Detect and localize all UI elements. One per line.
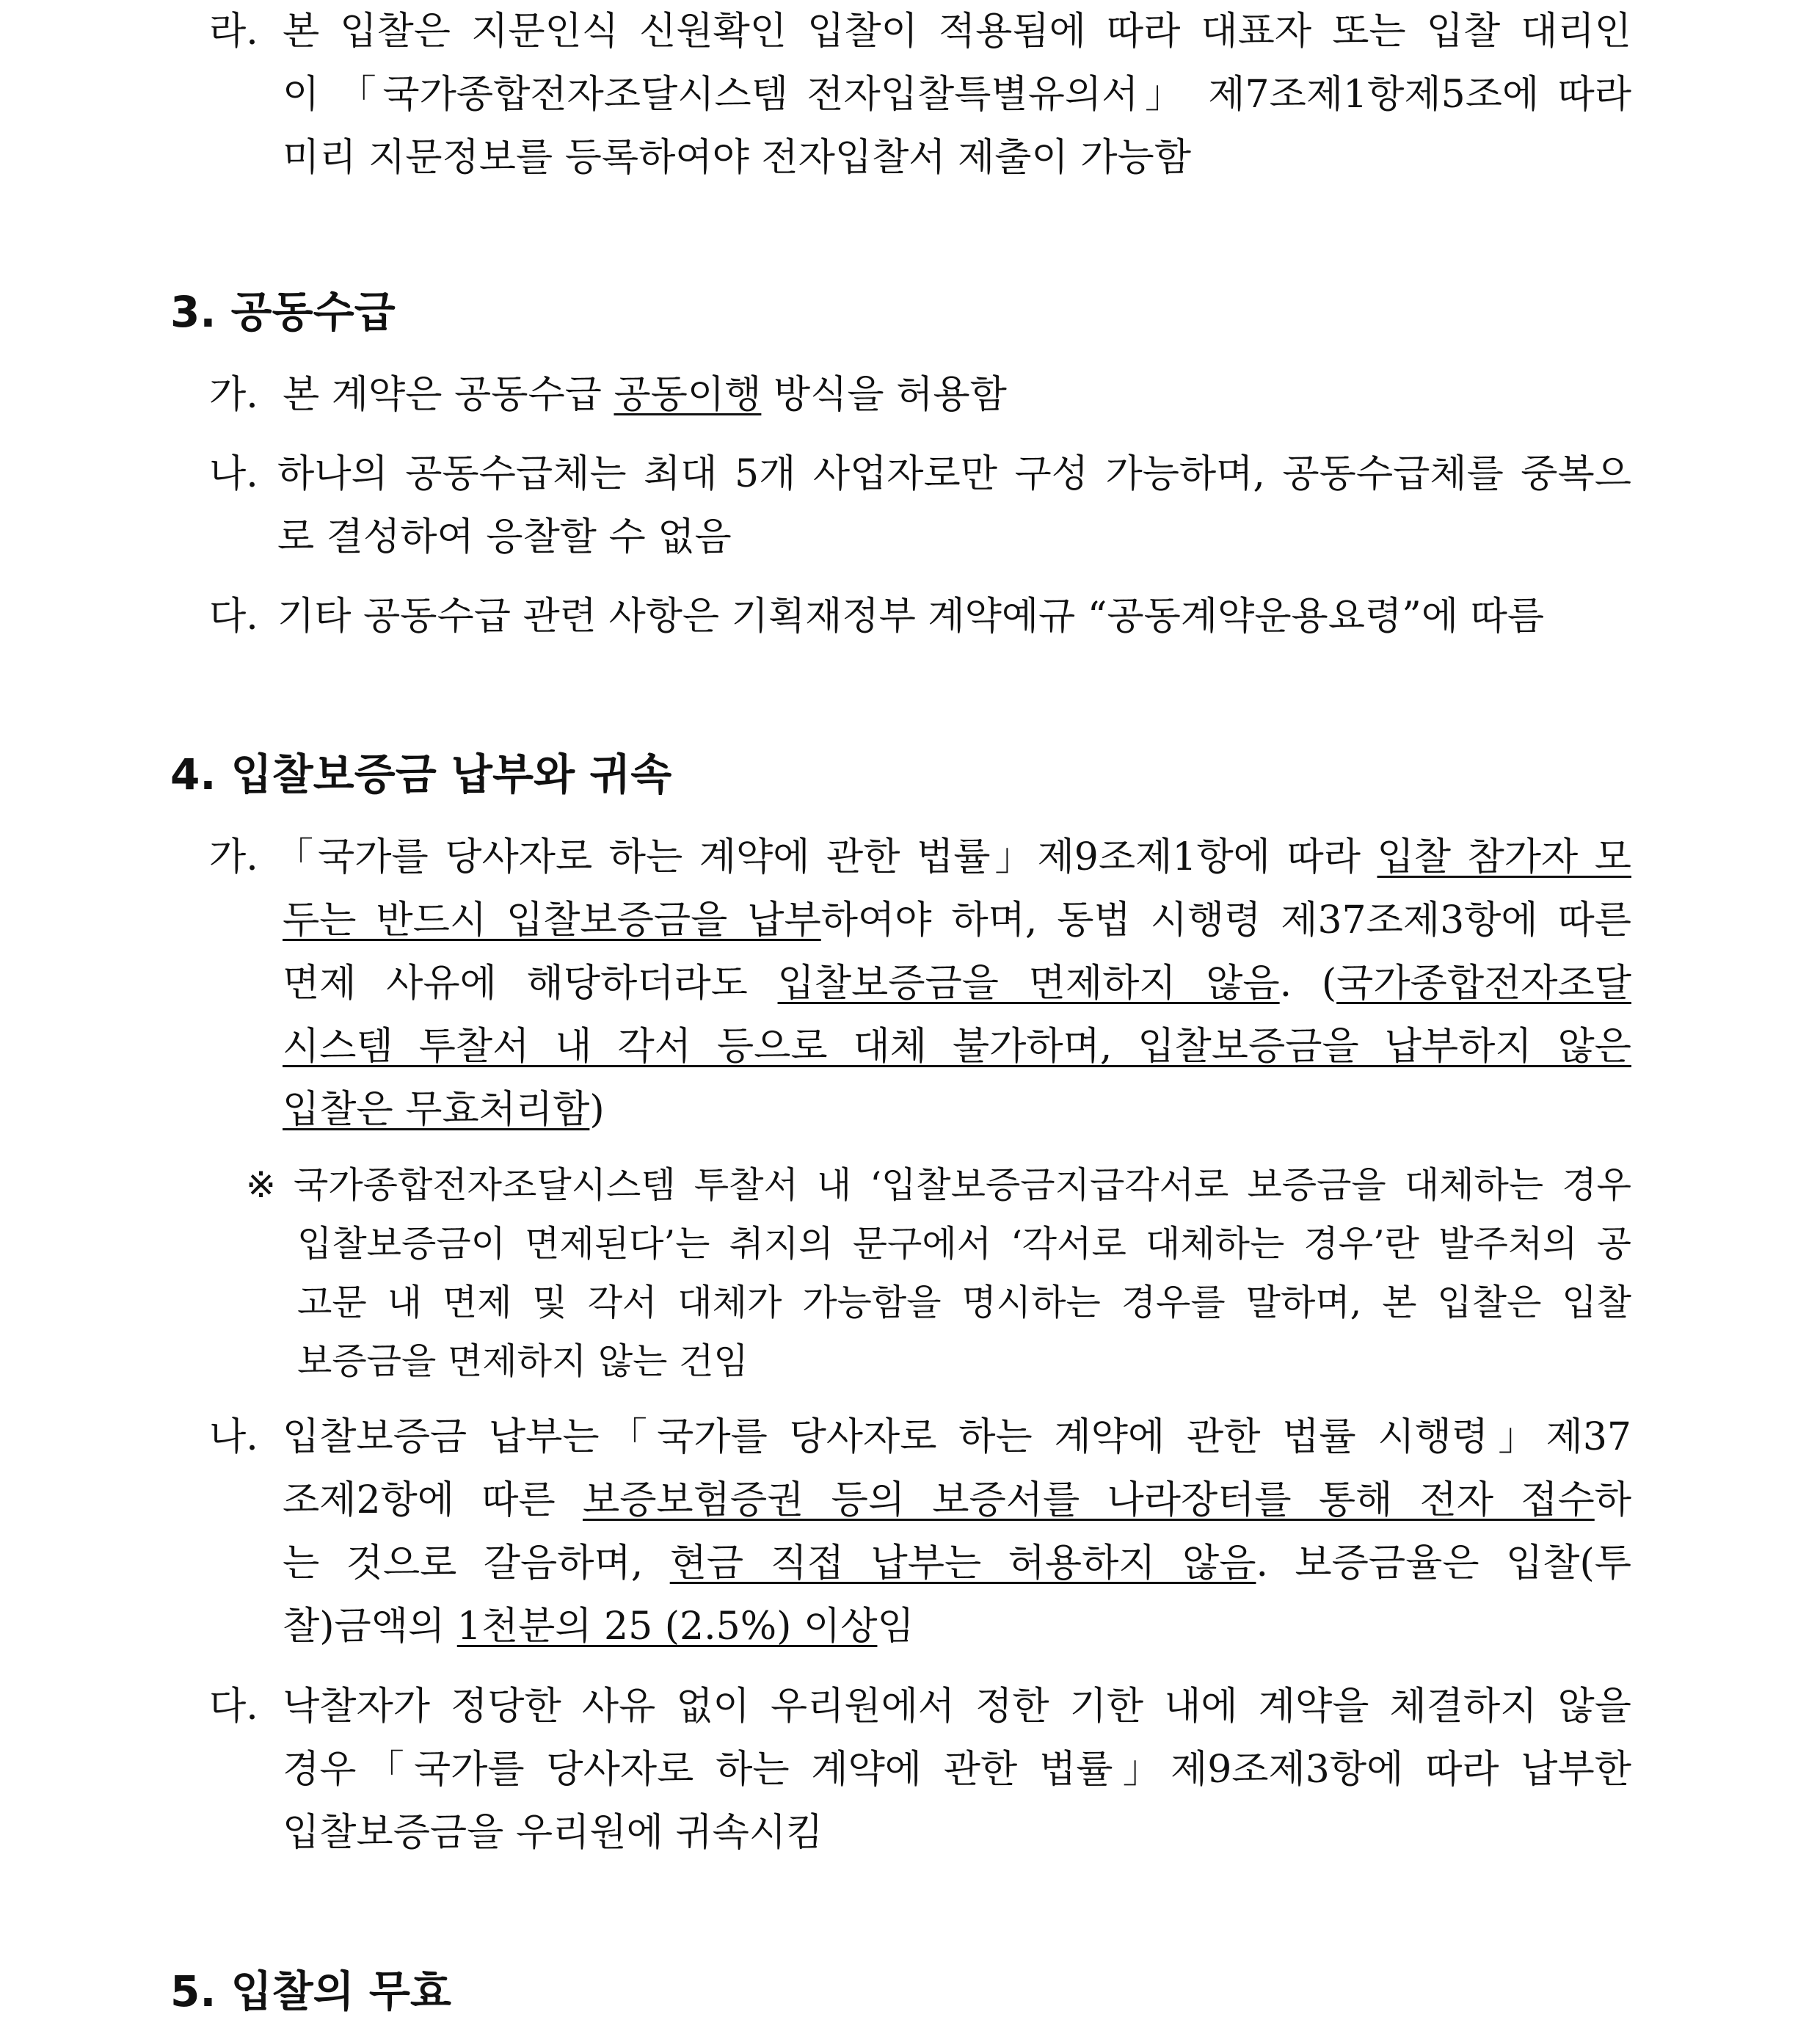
- note-marker: ※: [246, 1164, 277, 1206]
- note-line-4: 보증금을 면제하지 않는 건임: [297, 1340, 749, 1382]
- paragraph-joint-na-line-2: 로 결성하여 응찰할 수 없음: [277, 515, 732, 559]
- paragraph-bond-na-line-4: 찰)금액의 1천분의 25 (2.5%) 이상임: [283, 1605, 914, 1649]
- paragraph-joint-ga: 본 계약은 공동수급 공동이행 방식을 허용함: [283, 373, 1007, 417]
- paragraph-ra-line-1: 본 입찰은 지문인식 신원확인 입찰이 적용됨에 따라 대표자 또는 입찰 대리인: [283, 10, 1631, 54]
- paragraph-bond-da-line-2: 경우「국가를 당사자로 하는 계약에 관한 법률」제9조제3항에 따라 납부한: [283, 1748, 1631, 1792]
- paragraph-bond-ga-line-5: 입찰은 무효처리함): [283, 1088, 605, 1132]
- item-marker-ra: 라.: [209, 10, 258, 54]
- note-line-3: 고문 내 면제 및 각서 대체가 가능함을 명시하는 경우를 말하며, 본 입찰은 입찰: [297, 1282, 1631, 1323]
- item-marker-na: 나.: [209, 1415, 258, 1459]
- item-marker-da: 다.: [209, 595, 258, 639]
- paragraph-ra-line-3: 미리 지문정보를 등록하여야 전자입찰서 제출이 가능함: [283, 136, 1191, 180]
- paragraph-joint-da: 기타 공동수급 관련 사항은 기획재정부 계약예규 “공동계약운용요령”에 따름: [277, 595, 1545, 639]
- paragraph-bond-da-line-1: 낙찰자가 정당한 사유 없이 우리원에서 정한 기한 내에 계약을 체결하지 않을: [283, 1685, 1631, 1729]
- item-marker-da: 다.: [209, 1685, 258, 1729]
- paragraph-bond-ga-line-3: 면제 사유에 해당하더라도 입찰보증금을 면제하지 않음. (국가종합전자조달: [283, 962, 1631, 1006]
- item-marker-na: 나.: [209, 452, 258, 496]
- item-marker-ga: 가.: [209, 835, 258, 879]
- paragraph-bond-ga-line-1: 「국가를 당사자로 하는 계약에 관한 법률」제9조제1항에 따라 입찰 참가자 모: [275, 835, 1631, 879]
- paragraph-joint-na-line-1: 하나의 공동수급체는 최대 5개 사업자로만 구성 가능하며, 공동수급체를 중복으: [277, 452, 1631, 496]
- paragraph-bond-da-line-3: 입찰보증금을 우리원에 귀속시킴: [283, 1811, 823, 1855]
- paragraph-ra-line-2: 이 「국가종합전자조달시스템 전자입찰특별유의서」 제7조제1항제5조에 따라: [283, 73, 1631, 117]
- paragraph-bond-na-line-1: 입찰보증금 납부는「국가를 당사자로 하는 계약에 관한 법률 시행령」제37: [283, 1415, 1631, 1459]
- item-marker-ga: 가.: [209, 373, 258, 417]
- paragraph-bond-ga-line-4: 시스템 투찰서 내 각서 등으로 대체 불가하며, 입찰보증금을 납부하지 않은: [283, 1025, 1631, 1069]
- underlined-joint-performance: 공동이행: [614, 373, 762, 417]
- paragraph-bond-na-line-3: 는 것으로 갈음하며, 현금 직접 납부는 허용하지 않음. 보증금율은 입찰(투: [283, 1541, 1631, 1585]
- note-line-1: 국가종합전자조달시스템 투찰서 내 ‘입찰보증금지급각서로 보증금을 대체하는 경우: [294, 1164, 1631, 1206]
- section-heading-joint-supply: 3. 공동수급: [170, 287, 396, 337]
- section-heading-bid-bond: 4. 입찰보증금 납부와 귀속: [170, 749, 672, 799]
- paragraph-bond-ga-line-2: 두는 반드시 입찰보증금을 납부하여야 하며, 동법 시행령 제37조제3항에 따른: [283, 898, 1632, 942]
- section-heading-bid-invalidity: 5. 입찰의 무효: [170, 1966, 451, 2016]
- paragraph-bond-na-line-2: 조제2항에 따른 보증보험증권 등의 보증서를 나라장터를 통해 전자 접수하: [283, 1478, 1631, 1522]
- note-line-2: 입찰보증금이 면제된다’는 취지의 문구에서 ‘각서로 대체하는 경우’란 발주처의 공: [297, 1223, 1631, 1265]
